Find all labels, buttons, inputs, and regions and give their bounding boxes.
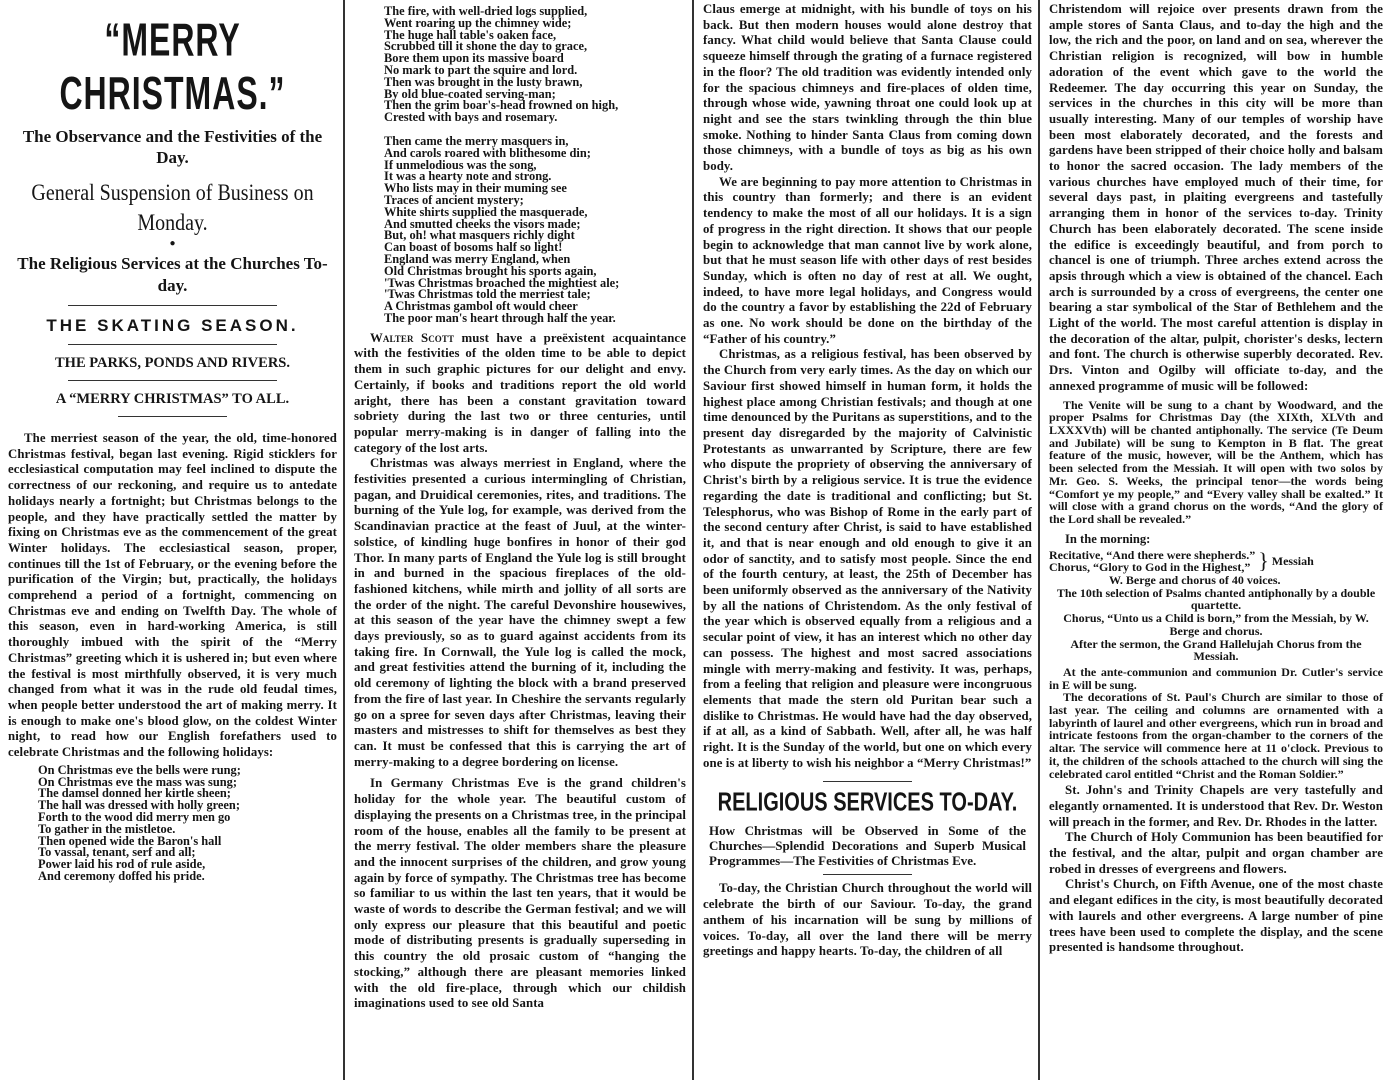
poem xyxy=(384,133,686,325)
main-headline: “MERRY CHRISTMAS.” xyxy=(59,13,286,120)
article-paragraph: We are beginning to pay more attention to Christmas in this country than formerly; and there is an evident tendency to make the most of all our holidays. It is a sign of progress in the right direction. It shows that our people begin to acknowledge that man cannot live by work alone, but that he must season life with other days of rest besides Sunday, which is often no day of rest at all. We ought, indeed, to have more legal holidays, and Congress would do the country a favor by establishing the 22d of February as one. No work should be done on the birthday of the “Father of his country.” xyxy=(703,174,1032,346)
poem-line: Then opened wide the Baron's hall xyxy=(38,833,222,848)
brace-icon: } xyxy=(1258,547,1269,573)
column-4 xyxy=(1041,0,1389,956)
poem-line: Old Christmas brought his sports again, xyxy=(384,263,597,278)
poem-line: Then came the merry masquers in, xyxy=(384,133,569,148)
poem-line: And carols roared with blithesome din; xyxy=(384,145,591,160)
poem-line: The damsel donned her kirtle sheen; xyxy=(38,786,231,801)
poem-line: The huge hall table's oaken face, xyxy=(384,27,557,42)
poem-line: To vassal, tenant, serf and all; xyxy=(38,845,196,860)
paragraph-text: must have a preëxistent acquaintance with the festivities of the olden time to be able to depict them in such graphic pictures for our delight and envy. Certainly, if books and traditions report the old world aright, there has been a constant gravitation toward sobriety during the last two or three centuries, until popular merry-making is in danger of falling into the category of the lost arts. xyxy=(354,330,686,455)
article-paragraph: In Germany Christmas Eve is the grand children's holiday for the whole year. The beautiful custom of displaying the presents on a Christmas tree, in the principal room of the house, enables all the family to be present at the merry festival. The older members share the pleasure and the innocent surprises of the children, and grow young again by force of sympathy. The Christmas tree has become so familiar to us within the last ten years, that it would be waste of words to describe the German festival; and we will only express our pleasure that this beautiful and poetic mode of distributing presents is gradually superseding in this country the old prosaic custom of “hanging the stocking,” although there are pleasant memories linked with the old fire-place, through which our childish imaginations used to see old Santa xyxy=(354,776,686,1011)
music-paragraph: At the ante-communion and communion Dr. Cutler's service in E will be sung. xyxy=(1049,664,1383,692)
poem-line: By old blue-coated serving-man; xyxy=(384,86,556,101)
article-paragraph: Christmas, as a religious festival, has been observed by the Church from very early times. As the day on which our Saviour first showed himself in human form, it holds the highest place among Christian festivals; and though at one time denounced by the Puritans as superstitions, and to the present day disregarded by the majority of Calvinistic Protestants as unwarranted by Scripture, there are few who dispute the propriety of observing the anniversary of Christ's birth by a religious service. It is true the evidence regarding the date is traditional and conflicting; but St. Telesphorus, who was Bishop of Rome in the early part of the second century after Christ, is said to have established it, and that is near enough and old enough to give it an odor of sanctity, and to satisfy most people. Since the end of the fourth century, at least, the 25th of December has been uniformly observed as the anniversary of the Nativity by all the nations of Christendom. As the only festival of the year which is observed equally from a religious and a secular point of view, it has an interest which no other day can possess. The highest and most sacred associations mingle with merry-making and festivity. It was, perhaps, from a feeling that religion and pleasure were incongruous elements that made the stern old Puritan bear such a dislike to Christmas. He would have had the day observed, if at all, as a kind of Sabbath. Well, after all, he was half right. It is the Sunday of the world, but one on which every one is at liberty to wish his neighbor a “Merry Christmas!” xyxy=(703,347,1032,770)
divider xyxy=(68,344,277,345)
poem-line: Bore them upon its massive board xyxy=(384,51,564,66)
poem-line: White shirts supplied the masquerade, xyxy=(384,204,588,219)
poem-line: The poor man's heart through half the year. xyxy=(384,310,616,325)
poem-line: Forth to the wood did merry men go xyxy=(38,809,231,824)
article-paragraph: St. John's and Trinity Chapels are very tastefully and elegantly ornamented. It is understood that Rev. Dr. Weston will preach in the former, and Rev. Dr. Rhodes in the latter. xyxy=(1049,783,1383,829)
poem-line: Traces of ancient mystery; xyxy=(384,192,524,207)
poem-line: Power laid his rod of rule aside, xyxy=(38,857,206,872)
poem-line: If unmelodious was the song, xyxy=(384,157,537,172)
programme-item: Chorus, “Unto us a Child is born,” from the Messiah, by W. Berge and chorus. xyxy=(1063,611,1369,638)
article-paragraph xyxy=(354,331,686,457)
article-paragraph: Claus emerge at midnight, with his bundle of toys on his back. But then modern houses would alone destroy that fancy. What child would believe that Santa Clause could squeeze himself through the grating of a furnace registered in the floor? The old tradition was evidently intended only for the spacious chimneys and fire-places of olden time, through whose wide, yawning throat one could look up at night and see the stars twinkling through the thin blue smoke. Nothing to hinder Santa Claus from coming down those chimneys, with a bundle of toys as big as his own body. xyxy=(703,2,1032,174)
programme-source: Messiah xyxy=(1271,553,1314,568)
poem xyxy=(384,6,686,124)
poem-line: No mark to part the squire and lord. xyxy=(384,62,578,77)
article-paragraph: Christmas was always merriest in England, where the festivities presented a curious intermingling of Christian, pagan, and Druidical ceremonies, rites, and traditions. The burning of the Yule log, for example, was derived from the Scandinavian practice at the feast of Juul, at the winter-solstice, of kindling huge bonfires in honor of their god Thor. In many parts of England the Yule log is still brought in and burned in the spacious fireplaces of the old-fashioned kitchens, while mirth and jollity of all sorts are the order of the night. The careful Devonshire housewives, at this season of the year have the chimney swept a few days previously, so as to guard against accidents from its taking fire. In Cornwall, the Yule log is called the mock, and great festivities attend the burning of it, including the old ceremony of lighting the block with a brand preserved from the fire of last year. In Cheshire the servants regularly go on a spree for seven days after Christmas, leaving their masters and mistresses to shift for themselves as best they can. It must be confessed that this is carrying the art of merry-making to a degree bordering on license. xyxy=(354,456,686,769)
author-name: Walter Scott xyxy=(370,330,455,345)
column-rule xyxy=(1038,0,1040,1080)
poem-line: Can boast of bosoms half so light! xyxy=(384,240,563,255)
article-paragraph: Christendom will rejoice over presents drawn from the ample stores of Santa Claus, and to-day the high and the low, the rich and the poor, on land and on sea, wherever the Christian religion is recognized, will bow in humble adoration of the event which gave to the world the Redeemer. The day occurring this year on Sunday, the services in the churches in this city will be more than usually interesting. Many of our temples of worship have been most elaborately decorated, and the forests and gardens have been stripped of their choice holly and balsam to honor the sacred occasion. The lady members of the various churches have employed much of their time, for several days past, in plaiting evergreens and tastefully arranging them in honor of the services to-day. Trinity Church has been elaborately decorated. The scene inside the edifice is exceedingly beautiful, and from porch to chancel is one of triumph. Three arches extend across the apsis through which a view is obtained of the chancel. Each arch is surrounded by a cross of evergreens, the center one bearing a star symbolical of the Star of Bethlehem and the Light of the world. The most careful attention is display in the decoration of the altar, pulpit, chorister's desks, lectern and font. The church is otherwise superbly decorated. Rev. Drs. Vinton and Ogilby will officiate to-day, and the annexed programme of music will be followed: xyxy=(1049,2,1383,393)
poem xyxy=(38,762,337,883)
music-paragraph: The decorations of St. Paul's Church are similar to those of last year. The ceiling and columns are ornamented with a labyrinth of laurel and other evergreens, which run in broad and intricate festoons from the organ-chamber to the corners of the altar. The service will commence here at 11 o'clock. Previous to it, the children of the schools attached to the church will sing the celebrated carol entitled “Christ and the Roman Soldier.” xyxy=(1049,690,1383,781)
poem-line: On Christmas eve the bells were rung; xyxy=(38,762,241,777)
subhead: A “MERRY CHRISTMAS” TO ALL. xyxy=(55,391,290,407)
article-paragraph: The merriest season of the year, the old, time-honored Christmas festival, began last evening. Rigid sticklers for ecclesiastical computation may feel inclined to dispute the correctness of our reckoning, and require us to antedate holidays nearly a fortnight; but Christmas belongs to the people, and they have practically settled the matter by fixing on Christmas eve as the commencement of the great Winter holidays. The ecclesiastical season, proper, continues till the 1st of February, or the evening before the purification of the Virgin; but, practically, the holidays comprehend a period of a fortnight, commencing on Christmas eve and ending on Twelfth Day. The whole of this season, even in hard-working America, is still thoroughly imbued with the spirit of the “Merry Christmas” greeting which it is ushered in; but even where the festival is most mirthfully observed, it is very much changed from what it was in the rude old feudal times, when people better understood the art of making merry. It is enough to make one's blood glow, on the coldest Winter night, to read how our English forefathers used to celebrate Christmas and the following holidays: xyxy=(8,431,337,760)
programme-item: Chorus, “Glory to God in the Highest,” xyxy=(1049,560,1251,575)
poem-line: The fire, with well-dried logs supplied, xyxy=(384,4,588,18)
divider xyxy=(68,305,277,306)
poem-line: And ceremony doffed his pride. xyxy=(38,868,205,883)
poem-line: Who lists may in their muming see xyxy=(384,181,567,196)
bullet-ornament: ● xyxy=(169,238,176,249)
programme-item: The 10th selection of Psalms chanted antiphonally by a double quartette. xyxy=(1056,585,1376,613)
programme-item: Recitative, “And there were shepherds.” xyxy=(1049,547,1256,562)
column-rule xyxy=(692,0,694,1080)
music-programme xyxy=(1049,549,1383,663)
programme-item: W. Berge and chorus of 40 voices. xyxy=(1109,573,1281,588)
subhead: General Suspension of Business on Monday. xyxy=(31,180,314,236)
column-3 xyxy=(695,0,1038,960)
poem-line: 'Twas Christmas broached the mightiest ale; xyxy=(384,275,620,290)
morning-label: In the morning: xyxy=(1065,531,1151,546)
poem-line: And smutted cheeks the visors made; xyxy=(384,216,581,231)
column-1 xyxy=(0,0,343,889)
subhead: THE SKATING SEASON. xyxy=(46,316,299,335)
poem-line: Then was brought in the lusty brawn, xyxy=(384,74,583,89)
divider xyxy=(68,380,277,381)
article-paragraph: The Church of Holy Communion has been beautified for the festival, and the altar, pulpit and organ chamber are robed in dresses of evergreens and flowers. xyxy=(1049,830,1383,876)
subhead: The Religious Services at the Churches To-day. xyxy=(17,254,328,295)
poem-line: Crested with bays and rosemary. xyxy=(384,110,558,125)
poem-line: But, oh! what masquers richly dight xyxy=(384,228,575,243)
poem-line: Scrubbed till it shone the day to grace, xyxy=(384,39,588,54)
poem-line: Went roaring up the chimney wide; xyxy=(384,15,572,30)
section-headline: RELIGIOUS SERVICES TO-DAY. xyxy=(717,789,1018,818)
article-paragraph: To-day, the Christian Church throughout the world will celebrate the birth of our Saviour. To-day, the grand anthem of his incarnation will be sung by millions of voices. To-day, all over the land there will be merry greetings and happy hearts. To-day, the children of all xyxy=(703,881,1032,959)
poem-line: 'Twas Christmas told the merriest tale; xyxy=(384,287,591,302)
divider xyxy=(823,781,912,782)
column-2 xyxy=(346,0,692,1012)
programme-item: After the sermon, the Grand Hallelujah Chorus from the Messiah. xyxy=(1070,636,1362,664)
poem-line: A Christmas gambol oft would cheer xyxy=(384,299,578,314)
subhead: The Observance and the Festivities of the Day. xyxy=(22,127,323,167)
column-rule xyxy=(343,0,345,1080)
subhead: THE PARKS, PONDS AND RIVERS. xyxy=(55,355,290,371)
section-subhead: How Christmas will be Observed in Some of the Churches—Splendid Decorations and Superb Musical Programmes—The Festivities of Christmas Eve. xyxy=(709,823,1026,869)
article-paragraph: Christ's Church, on Fifth Avenue, one of the most chaste and elegant edifices in the city, is most beautifully decorated with laurels and other evergreens. A large number of pine trees have been used to complete the display, and the scene presented is handsome throughout. xyxy=(1049,877,1383,955)
divider xyxy=(823,874,912,875)
poem-line: The hall was dressed with holly green; xyxy=(38,798,240,813)
poem-line: On Christmas eve the mass was sung; xyxy=(38,774,237,789)
poem-line: England was merry England, when xyxy=(384,251,571,266)
poem-line: Then the grim boar's-head frowned on high, xyxy=(384,98,619,113)
music-paragraph: The Venite will be sung to a chant by Woodward, and the proper Psalms for Christmas Day (the XIXth, XLVth and LXXXVth) will be chanted antiphonally. The service (Te Deum and Jubilate) will be sung to Kempton in B flat. The great feature of the music, however, will be the Anthem, which has been selected from the Messiah. It will open with two solos by Mr. Geo. S. Weeks, the principal tenor—the words being “Comfort ye my people,” and “Every valley shall be exalted.” It will close with a grand chorus on the words, “And the glory of the Lord shall be revealed.” xyxy=(1049,397,1383,526)
poem-line: It was a hearty note and strong. xyxy=(384,169,552,184)
poem-line: To gather in the mistletoe. xyxy=(38,821,176,836)
divider xyxy=(118,416,227,417)
